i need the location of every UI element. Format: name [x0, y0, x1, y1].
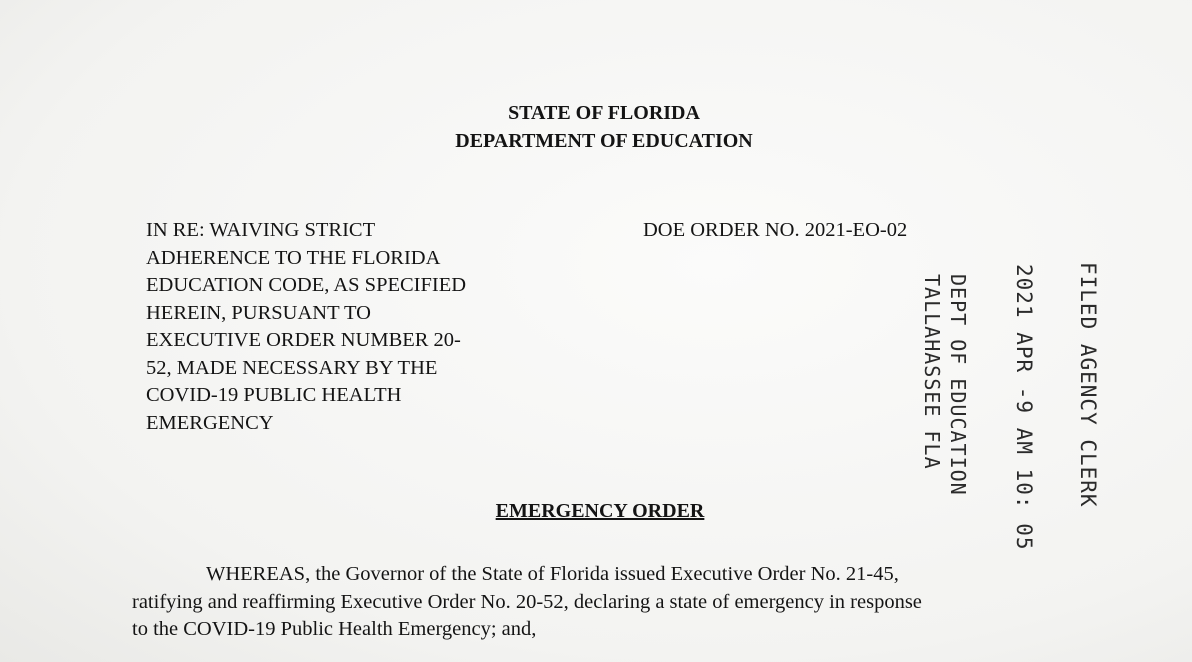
- in-re-line: 52, MADE NECESSARY BY THE: [146, 356, 438, 379]
- in-re-line: HEREIN, PURSUANT TO: [146, 301, 371, 324]
- paragraph-line: ratifying and reaffirming Executive Order No. 20-52, declaring a state of emergency in response: [132, 590, 922, 613]
- order-title: EMERGENCY ORDER: [495, 500, 705, 522]
- department-heading: DEPARTMENT OF EDUCATION: [455, 130, 753, 152]
- in-re-line: EXECUTIVE ORDER NUMBER 20-: [146, 329, 461, 351]
- in-re-caption: [146, 217, 546, 437]
- stamp-city: TALLAHASSEE FLA: [920, 274, 944, 470]
- in-re-line: COVID-19 PUBLIC HEALTH: [146, 384, 402, 406]
- in-re-line: ADHERENCE TO THE FLORIDA: [146, 246, 441, 269]
- stamp-date-time: 2021 APR -9 AM 10: 05: [1012, 264, 1036, 551]
- paragraph-line: WHEREAS, the Governor of the State of Florida issued Executive Order No. 21-45,: [206, 563, 899, 585]
- stamp-department: DEPT OF EDUCATION: [946, 274, 970, 496]
- state-heading: STATE OF FLORIDA: [508, 102, 700, 124]
- paragraph-line: to the COVID-19 Public Health Emergency; and,: [132, 618, 537, 640]
- order-number: DOE ORDER NO. 2021-EO-02: [643, 219, 908, 241]
- in-re-line: EDUCATION CODE, AS SPECIFIED: [146, 274, 467, 296]
- in-re-line: EMERGENCY: [146, 411, 274, 434]
- in-re-line: IN RE: WAIVING STRICT: [146, 219, 376, 241]
- stamp-filed-agency-clerk: FILED AGENCY CLERK: [1076, 262, 1100, 508]
- whereas-paragraph: [132, 561, 1132, 644]
